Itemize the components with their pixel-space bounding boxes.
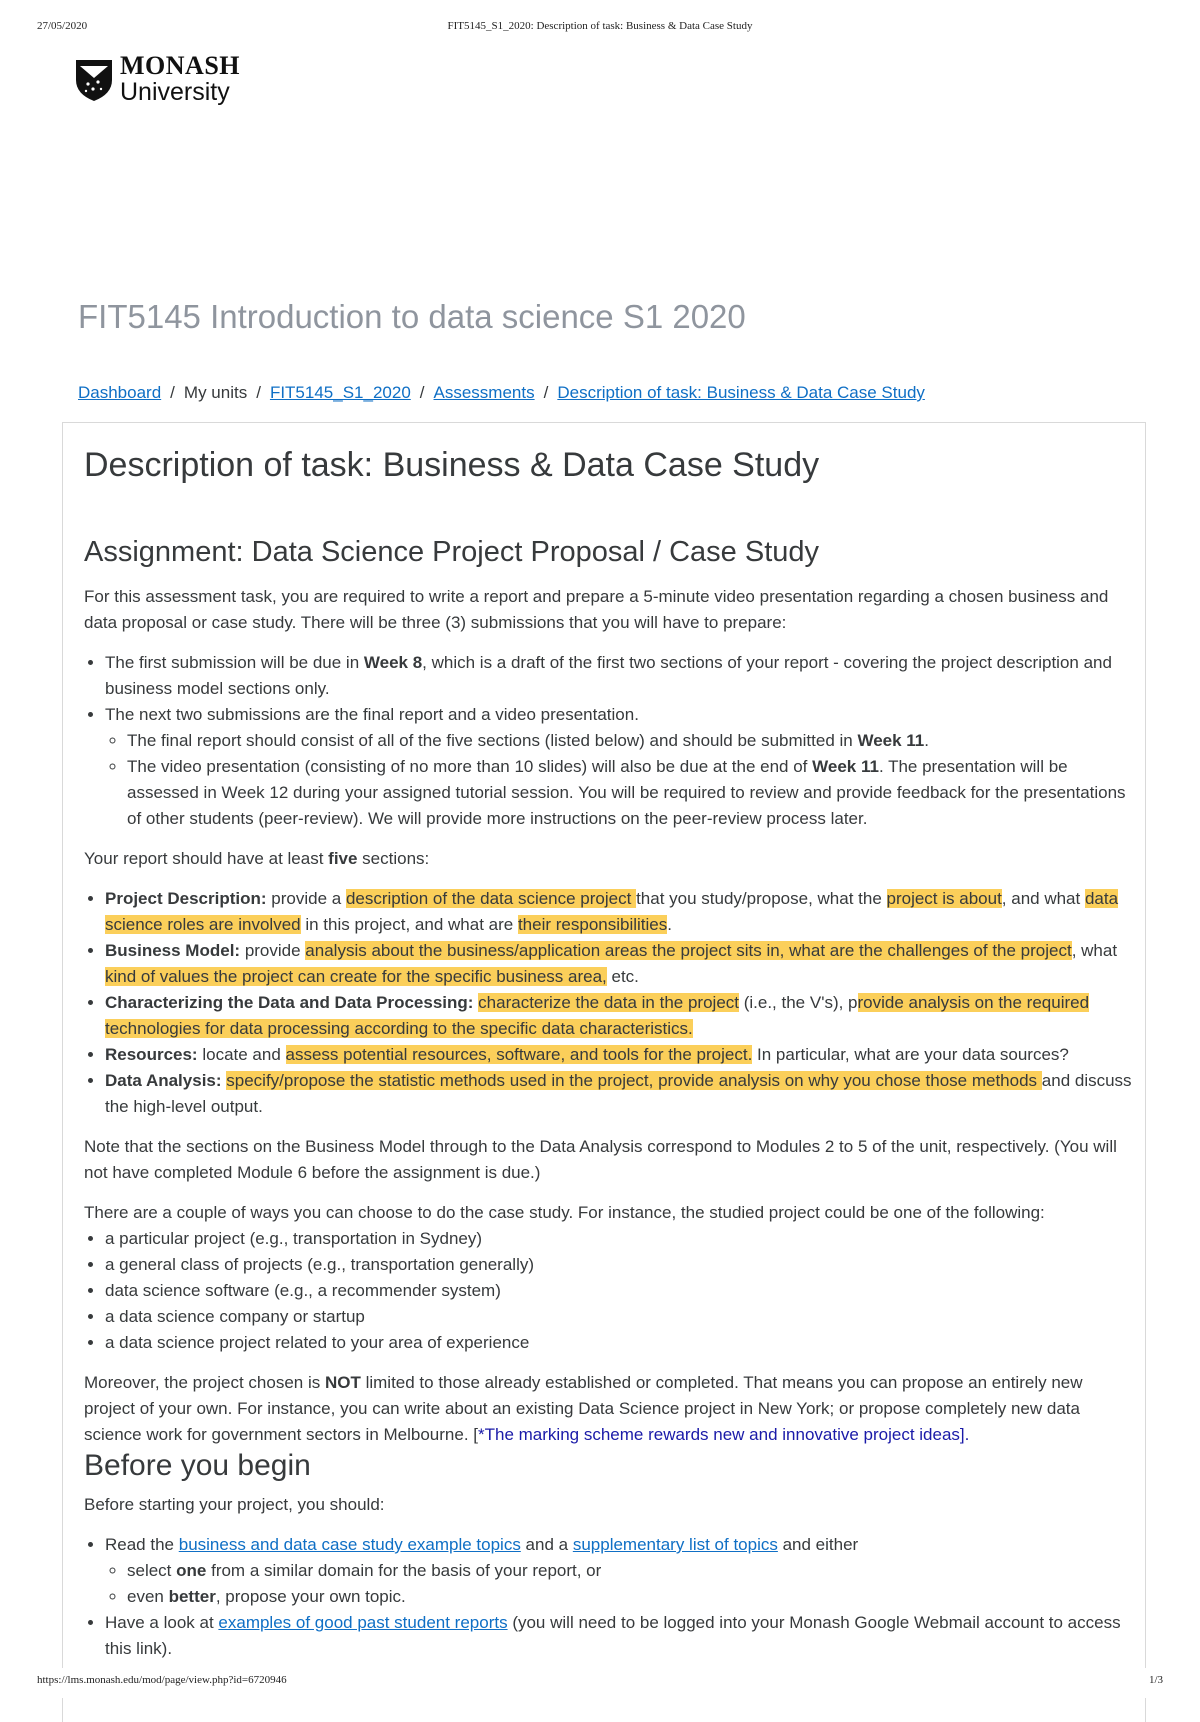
text: in this project, and what are xyxy=(300,915,518,934)
text: from a similar domain for the basis of your report, or xyxy=(206,1561,602,1580)
text: . xyxy=(924,731,929,750)
text: locate and xyxy=(197,1045,286,1064)
highlight: assess potential resources, software, and tools for the project. xyxy=(285,1045,753,1064)
highlight: analysis about the business/application areas the project sits in, what are the challenges of the project xyxy=(305,941,1072,960)
breadcrumb-my-units: My units xyxy=(183,383,248,402)
text: In particular, what are your data sources? xyxy=(752,1045,1069,1064)
page-title: Description of task: Business & Data Case Study xyxy=(84,446,820,484)
breadcrumb-separator: / xyxy=(170,383,175,402)
print-page-number: 1/3 xyxy=(1148,1674,1163,1686)
before-heading: Before you begin xyxy=(84,1449,311,1482)
list-item xyxy=(105,702,1134,832)
text-bold: five xyxy=(328,849,358,868)
breadcrumb-separator: / xyxy=(543,383,549,402)
section-business-model xyxy=(105,938,1134,990)
breadcrumb-dashboard[interactable]: Dashboard xyxy=(78,383,162,402)
example-topics-link[interactable]: business and data case study example topics xyxy=(178,1535,521,1554)
text: select xyxy=(127,1561,177,1580)
sub-list xyxy=(105,1558,1134,1610)
text: , and what xyxy=(1001,889,1085,908)
assignment-heading: Assignment: Data Science Project Proposal / Case Study xyxy=(84,536,820,568)
text: . xyxy=(667,915,672,934)
sub-list xyxy=(105,728,1134,832)
breadcrumb xyxy=(78,383,925,403)
text: etc. xyxy=(606,967,639,986)
text: that you study/propose, what the xyxy=(636,889,887,908)
text: (you will need to be logged into your Monash Google Webmail account to access this link). xyxy=(105,1613,1121,1658)
text: The first submission will be due in xyxy=(105,653,364,672)
section-project-description xyxy=(105,886,1134,938)
text: (i.e., the V's), p xyxy=(739,993,858,1012)
list-item xyxy=(105,1532,1134,1610)
list-item: • a data science company or startup xyxy=(105,1304,1134,1330)
section-characterizing-data xyxy=(105,990,1134,1042)
section-label: Resources: xyxy=(105,1045,198,1064)
list-item xyxy=(127,728,1134,754)
moreover-paragraph xyxy=(84,1370,1134,1448)
before-intro: Before starting your project, you should: xyxy=(84,1495,385,1514)
list-item: • data science software (e.g., a recommender system) xyxy=(105,1278,1134,1304)
list-item: • a data science project related to your area of experience xyxy=(105,1330,1134,1356)
text: The video presentation (consisting of no more than 10 slides) will also be due at the end of xyxy=(127,757,813,776)
modules-note: Note that the sections on the Business Model through to the Data Analysis correspond to Modules 2 to 5 of the unit, respectively. (You will not have completed Module 6 before the assignment is due.) xyxy=(84,1137,1117,1182)
section-resources xyxy=(105,1042,1134,1068)
text: and a xyxy=(520,1535,573,1554)
text: limited to those already established or completed. That means you can propose an entirely new project of your own. For instance, you can write about an existing Data Science project in New York; or propose completely new data science work for government sectors in Melbourne. [ xyxy=(84,1373,1083,1444)
text: . The presentation will be assessed in Week 12 during your assigned tutorial session. You will be required to review and provide feedback for the presentations of other students (peer-review). We will provide more instructions on the peer-review process later. xyxy=(127,757,1126,828)
breadcrumb-separator: / xyxy=(419,383,425,402)
text-bold: Week 8 xyxy=(363,653,423,672)
text: The final report should consist of all of the five sections (listed below) and should be submitted in xyxy=(127,731,858,750)
highlight: description of the data science project xyxy=(345,889,637,908)
text: provide a xyxy=(266,889,346,908)
text: and either xyxy=(777,1535,859,1554)
text-bold: Week 11 xyxy=(812,757,879,776)
print-url: https://lms.monash.edu/mod/page/view.php?id=6720946 xyxy=(37,1674,287,1686)
print-date: 27/05/2020 xyxy=(37,20,88,32)
text: The next two submissions are the final report and a video presentation. xyxy=(105,705,639,724)
print-title: FIT5145_S1_2020: Description of task: Business & Data Case Study xyxy=(447,20,753,32)
highlight: kind of values the project can create for the specific business area, xyxy=(105,967,607,986)
submissions-list xyxy=(84,650,1134,832)
breadcrumb-unit[interactable]: FIT5145_S1_2020 xyxy=(269,383,411,402)
text: , what xyxy=(1071,941,1118,960)
highlight: data science roles are involved xyxy=(105,889,1119,934)
supplementary-topics-link[interactable]: supplementary list of topics xyxy=(572,1535,778,1554)
sections-list xyxy=(84,886,1134,1120)
sections-intro xyxy=(84,846,1134,872)
section-label: Characterizing the Data and Data Processing: xyxy=(105,993,474,1012)
text-bold: Week 11 xyxy=(857,731,925,750)
list-item xyxy=(127,754,1134,832)
text: Have a look at xyxy=(105,1613,219,1632)
ways-list xyxy=(84,1226,1134,1356)
text: Moreover, the project chosen is xyxy=(84,1373,325,1392)
list-item xyxy=(105,650,1134,702)
text-bold: one xyxy=(176,1561,207,1580)
highlight: their responsibilities xyxy=(517,915,668,934)
logo-line2: University xyxy=(120,78,230,106)
breadcrumb-current-page[interactable]: Description of task: Business & Data Case Study xyxy=(557,383,925,402)
highlight: rovide analysis on the required technologies for data processing according to the specific data characteristics. xyxy=(105,993,1090,1038)
logo-line1: MONASH xyxy=(120,51,240,80)
before-list xyxy=(84,1532,1134,1662)
highlight: characterize the data in the project xyxy=(478,993,739,1012)
section-data-analysis xyxy=(105,1068,1134,1120)
text: sections: xyxy=(357,849,430,868)
section-label: Project Description: xyxy=(105,889,267,908)
past-reports-link[interactable]: examples of good past student reports xyxy=(218,1613,508,1632)
main-content xyxy=(84,440,1134,1676)
text-bold: better xyxy=(168,1587,216,1606)
list-item: • a general class of projects (e.g., transportation generally) xyxy=(105,1252,1134,1278)
text-bold: NOT xyxy=(324,1373,361,1392)
list-item: • a particular project (e.g., transportation in Sydney) xyxy=(105,1226,1134,1252)
text: , which is a draft of the first two sections of your report - covering the project description and business model sections only. xyxy=(105,653,1112,698)
breadcrumb-separator: / xyxy=(256,383,261,402)
text: Read the xyxy=(105,1535,179,1554)
list-item xyxy=(127,1558,1134,1584)
section-label: Data Analysis: xyxy=(105,1071,222,1090)
highlight: specify/propose the statistic methods used in the project, provide analysis on why you chose those methods xyxy=(226,1071,1042,1090)
print-footer xyxy=(0,1674,1200,1690)
assignment-intro: For this assessment task, you are required to write a report and prepare a 5-minute video presentation regarding a chosen business and data proposal or case study. There will be three (3) submissions that you will have to prepare: xyxy=(84,587,1109,632)
highlight: project is about xyxy=(886,889,1002,908)
marking-note: *The marking scheme rewards new and innovative project ideas]. xyxy=(478,1425,970,1444)
text: , propose your own topic. xyxy=(215,1587,406,1606)
print-header xyxy=(0,20,1200,38)
monash-crest-icon xyxy=(74,56,114,102)
list-item xyxy=(105,1610,1134,1662)
breadcrumb-assessments[interactable]: Assessments xyxy=(433,383,535,402)
course-title: FIT5145 Introduction to data science S1 2020 xyxy=(78,298,746,335)
text: Your report should have at least xyxy=(84,849,329,868)
text: even xyxy=(127,1587,169,1606)
ways-intro: There are a couple of ways you can choose to do the case study. For instance, the studied project could be one of the following: xyxy=(84,1203,1045,1222)
list-item xyxy=(127,1584,1134,1610)
text: provide xyxy=(240,941,306,960)
section-label: Business Model: xyxy=(105,941,241,960)
monash-logo[interactable] xyxy=(74,51,240,106)
text: and discuss the high-level output. xyxy=(105,1071,1132,1116)
